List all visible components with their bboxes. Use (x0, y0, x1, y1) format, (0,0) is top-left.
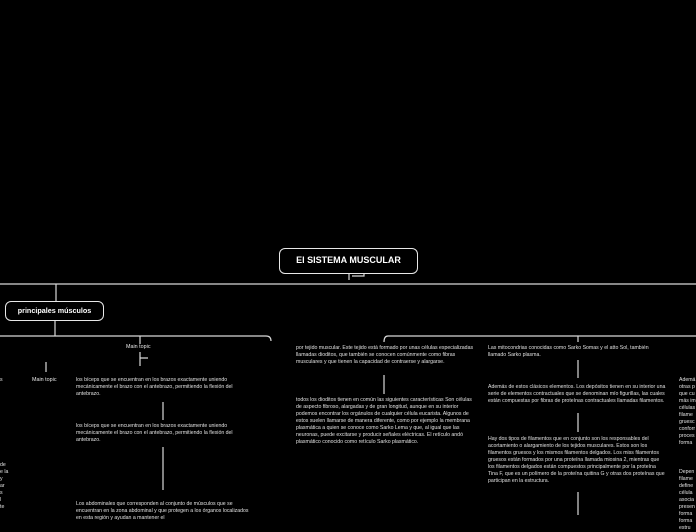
clipped-left-1: s (0, 377, 3, 383)
clipped-right-1: Ademá otras p que cu más im células filame gruesc conforr proces forma (679, 377, 696, 447)
subtopic-main-topic-a[interactable]: Main topic (126, 344, 151, 350)
subtopic-main-topic-b[interactable]: Main topic (32, 377, 57, 383)
clipped-left-2: de e la y ar s l te (0, 462, 9, 511)
note-tejido-muscular[interactable]: por tejido muscular. Este tejido está formado por unas células especializadas llamadas dioditos, que también se conocen comúnmente como fibras musculares y que tienen la capacidad de contraerse y alargarse. (296, 345, 474, 366)
clipped-right-2: Depen filame define célula asocia presen forma forma estru (679, 469, 695, 532)
note-biceps-1[interactable]: los bíceps que se encuentran en los brazos exactamente uniendo mecánicamente el brazo con el antebrazo, permitiendo la flexión del antebrazo. (76, 377, 233, 398)
note-dioditos[interactable]: todos los dioditos tienen en común las siguientes características Son células de aspecto fibroso, alargadas y de gran longitud, aunque en su interior podemos encontrar los orgánulos de cualquier célula eucarista. Algunos de estos suelen llamarse de manera diferente, como por ejemplo la membrana plasmática a quien se conoce como Sarko Lema y que, al igual que las neuronas, puede excitarse y producir señales eléctricas. El retículo andó plasmático conocido como retículo Sarko plasmático. (296, 397, 472, 446)
root-node[interactable]: El SISTEMA MUSCULAR (279, 248, 418, 274)
note-filamentos[interactable]: Hay dos tipos de filamentos que en conjunto son los responsables del acortamiento o alargamiento de los tejidos musculares. Estos son los filamentos gruesos y los mismos filamentos delgados. Los miss filamentos gruesos están formados por una proteína llamada miosina 2, mientras que los filamentos delgados están compuestos principalmente por la proteína Tina F, que es un polímero de la proteína quitina G y otras dos proteínas que participan en la estructura. (488, 436, 665, 485)
main-topic-node[interactable]: principales músculos (5, 301, 104, 321)
note-elementos[interactable]: Además de estos clásicos elementos. Los depósitos tienen en su interior una serie de elementos contractuales que se denominan mío figurillas, las cuales están compuestas por fibras de proteínas contractuales llamadas filamentos. (488, 384, 666, 405)
note-mitocondrias[interactable]: Las mitocondrias conocidas como Sarko Somas y el atto Sol, también llamado Sarko plasma. (488, 345, 649, 359)
note-biceps-2[interactable]: los bíceps que se encuentran en los brazos exactamente uniendo mecánicamente el brazo con el antebrazo, permitiendo la flexión del antebrazo. (76, 423, 233, 444)
note-abdominales[interactable]: Los abdominales que corresponden al conjunto de músculos que se encuentran en la zona abdominal y que protegen a los órganos localizados en esta región y ayudan a mantener el (76, 501, 249, 522)
